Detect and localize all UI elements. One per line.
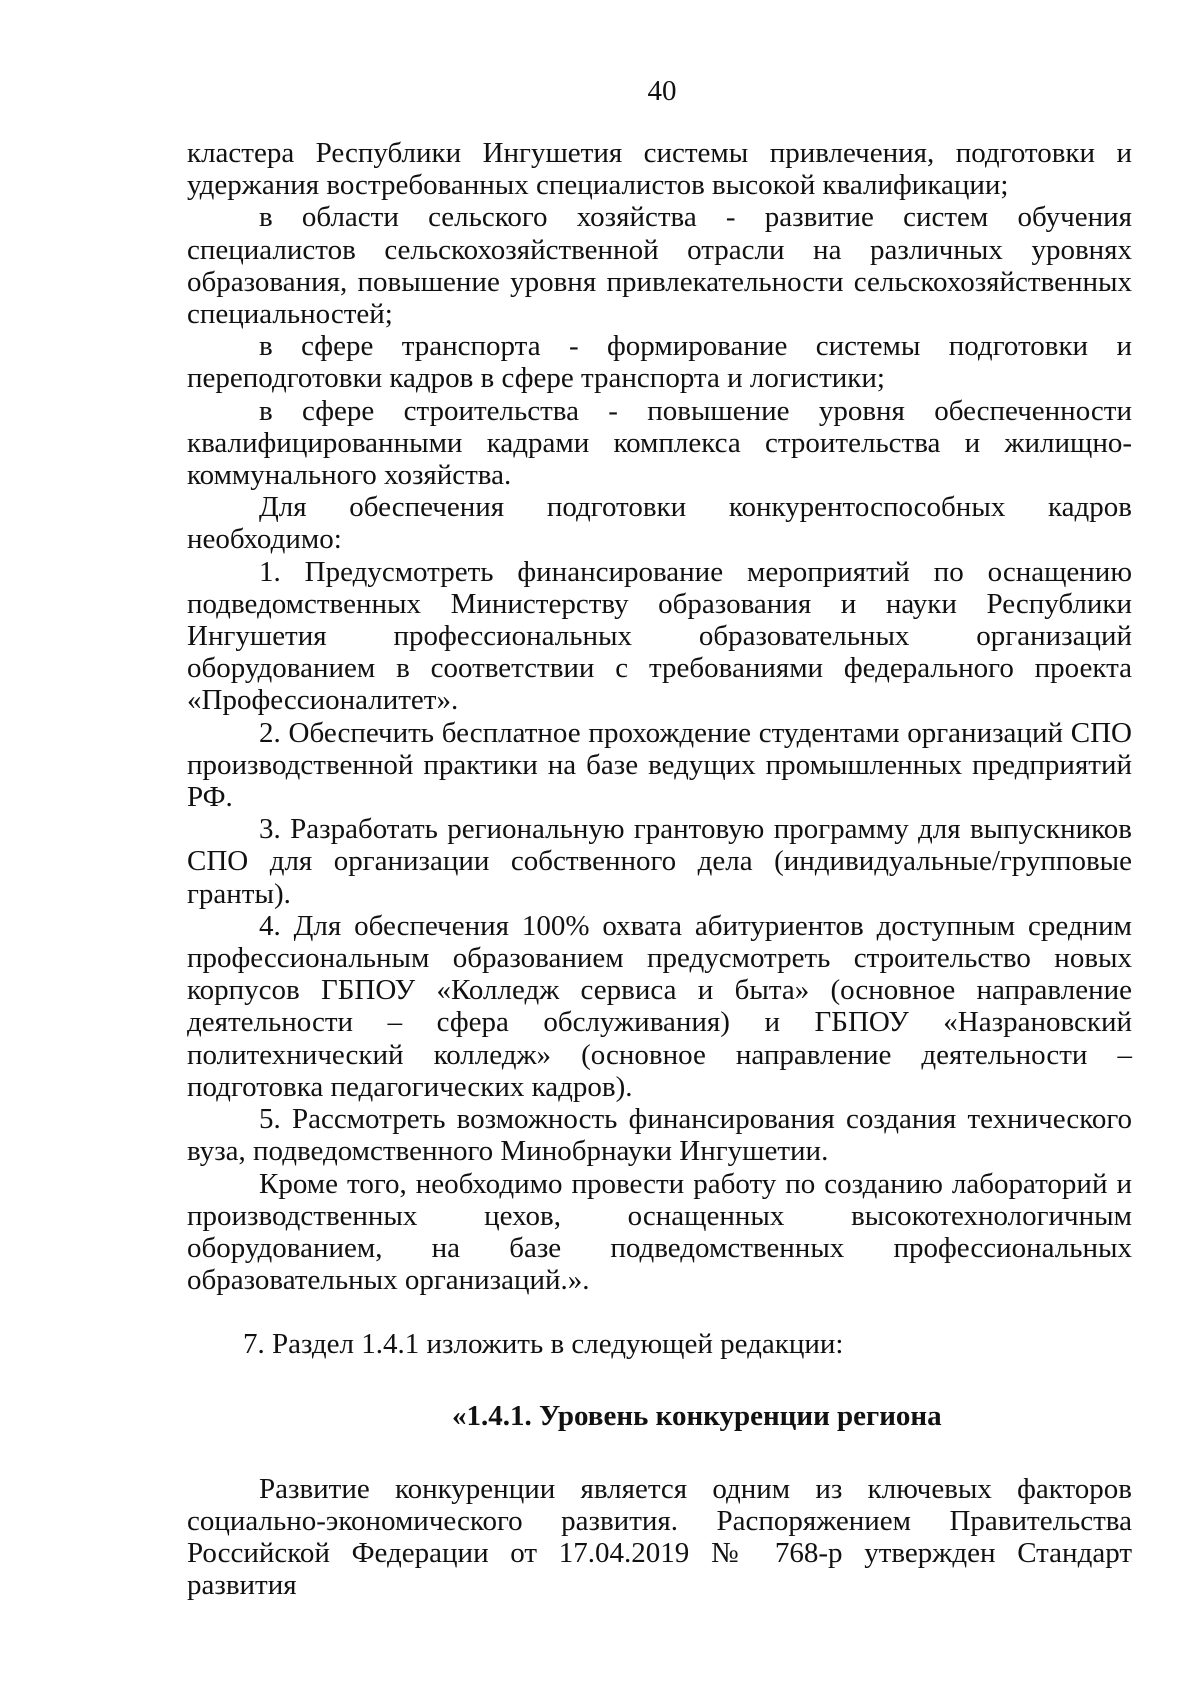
paragraph-transport: в сфере транспорта - формирование системы подготовки и переподготовки кадров в сфере транспорта и логистики;	[187, 330, 1132, 395]
list-item-4: 4. Для обеспечения 100% охвата абитуриентов доступным средним профессиональным образованием предусмотреть строительство новых корпусов ГБПОУ «Колледж сервиса и быта» (основное направление деятельности – сфера обслуживания) и ГБПОУ «Назрановский политехнический колледж» (основное направление деятельности – подготовка педагогических кадров).	[187, 909, 1132, 1103]
paragraph-construction: в сфере строительства - повышение уровня обеспеченности квалифицированными кадрами комплекса строительства и жилищно-коммунального хозяйства.	[187, 394, 1132, 492]
paragraph-competition-development: Развитие конкуренции является одним из ключевых факторов социально-экономического развития. Распоряжением Правительства Российской Федерации от 17.04.2019 № 768-р утвержден Стандарт развития	[187, 1472, 1132, 1602]
page-number: 40	[647, 75, 677, 107]
list-item-2: 2. Обеспечить бесплатное прохождение студентами организаций СПО производственной практики на базе ведущих промышленных предприятий РФ.	[187, 716, 1132, 814]
list-item-5: 5. Рассмотреть возможность финансирования создания технического вуза, подведомственного Минобрнауки Ингушетии.	[187, 1103, 1132, 1168]
list-item-1: 1. Предусмотреть финансирование мероприятий по оснащению подведомственных Министерству образования и науки Республики Ингушетия профессиональных образовательных организаций оборудованием в соответствии с требованиями федерального проекта «Профессионалитет».	[187, 555, 1132, 717]
section-instruction: 7. Раздел 1.4.1 изложить в следующей редакции:	[243, 1328, 844, 1361]
paragraph-agriculture: в области сельского хозяйства - развитие систем обучения специалистов сельскохозяйственной отрасли на различных уровнях образования, повышение уровня привлекательности сельскохозяйственных специальностей;	[187, 201, 1132, 331]
paragraph-required-measures-intro: Для обеспечения подготовки конкурентоспособных кадров необходимо:	[187, 491, 1132, 556]
paragraph-laboratories: Кроме того, необходимо провести работу по созданию лабораторий и производственных цехов, оснащенных высокотехнологичным оборудованием, на базе подведомственных профессиональных образовательных организаций.».	[187, 1167, 1132, 1297]
paragraph-cluster-continuation: кластера Республики Ингушетия системы привлечения, подготовки и удержания востребованных специалистов высокой квалификации;	[187, 137, 1132, 202]
list-item-3: 3. Разработать региональную грантовую программу для выпускников СПО для организации собственного дела (индивидуальные/групповые гранты).	[187, 813, 1132, 910]
section-heading: «1.4.1. Уровень конкуренции региона	[452, 1399, 942, 1432]
document-body	[187, 137, 1132, 1601]
